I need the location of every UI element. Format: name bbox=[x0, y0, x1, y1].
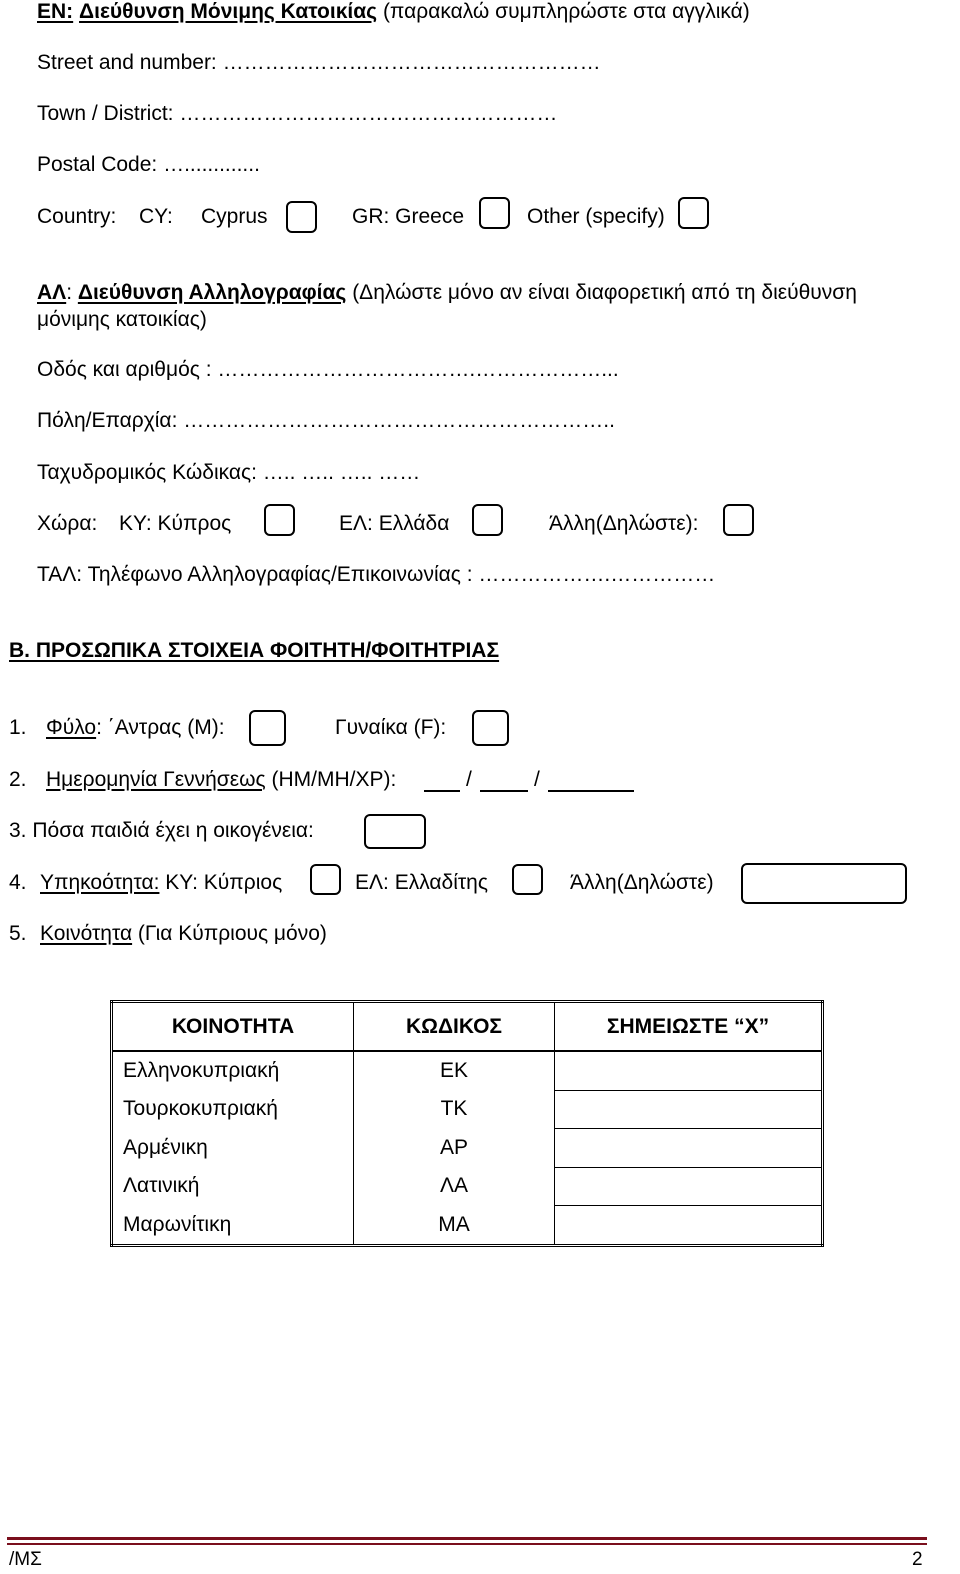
country-other-label: Other (specify) bbox=[527, 205, 665, 228]
table-row bbox=[112, 1090, 823, 1129]
footer-rule-thin bbox=[7, 1543, 927, 1545]
q2-number: 2. bbox=[9, 768, 27, 791]
mail-street-field[interactable]: Οδός και αριθμός : ……………………………….………………... bbox=[37, 358, 619, 381]
community-code: ΜΑ bbox=[354, 1206, 555, 1246]
community-code: ΕΚ bbox=[354, 1051, 555, 1090]
q4-nationality bbox=[40, 871, 282, 895]
permanent-code: ΕΝ: bbox=[37, 0, 74, 23]
nationality-greek-checkbox[interactable] bbox=[512, 864, 543, 895]
q5-community bbox=[40, 922, 327, 946]
q2-birthdate bbox=[46, 768, 396, 792]
q4-gr-label: ΕΛ: Ελλαδίτης bbox=[355, 871, 488, 894]
community-mark-cell[interactable] bbox=[555, 1090, 823, 1129]
q1-label: Φύλο bbox=[46, 716, 97, 739]
country-cy-code: CY: bbox=[139, 205, 173, 228]
mail-country-cyprus-checkbox[interactable] bbox=[264, 504, 295, 536]
nationality-other-box[interactable] bbox=[741, 863, 907, 904]
postal-code-field[interactable]: Postal Code: …............. bbox=[37, 153, 260, 176]
header-mark: ΣΗΜΕΙΩΣΤΕ “Χ” bbox=[555, 1002, 823, 1052]
mail-country-other-checkbox[interactable] bbox=[723, 504, 754, 536]
permanent-address-heading bbox=[37, 0, 750, 24]
table-row bbox=[112, 1129, 823, 1168]
q1-number: 1. bbox=[9, 716, 27, 739]
mail-title: Διεύθυνση Αλληλογραφίας bbox=[77, 281, 347, 304]
table-row bbox=[112, 1167, 823, 1206]
q4-number: 4. bbox=[9, 871, 27, 894]
community-name: Λατινική bbox=[112, 1167, 354, 1206]
birth-month-blank[interactable] bbox=[480, 790, 528, 792]
footer-initials: /ΜΣ bbox=[9, 1549, 42, 1570]
q3-children-label: 3. Πόσα παιδιά έχει η οικογένεια: bbox=[9, 819, 314, 842]
header-code: ΚΩΔΙΚΟΣ bbox=[354, 1002, 555, 1052]
country-other-checkbox[interactable] bbox=[678, 197, 709, 229]
street-field[interactable]: Street and number: ……………………………………………… bbox=[37, 51, 601, 74]
q5-label: Κοινότητα bbox=[40, 922, 133, 945]
q5-number: 5. bbox=[9, 922, 27, 945]
gender-male-checkbox[interactable] bbox=[249, 710, 286, 746]
birth-year-blank[interactable] bbox=[548, 790, 634, 792]
country-cy-name: Cyprus bbox=[201, 205, 268, 228]
q5-note: (Για Κύπριους μόνο) bbox=[132, 922, 327, 945]
community-name: Τουρκοκυπριακή bbox=[112, 1090, 354, 1129]
permanent-title: Διεύθυνση Μόνιμης Κατοικίας bbox=[79, 0, 378, 23]
community-name: Ελληνοκυπριακή bbox=[112, 1051, 354, 1090]
community-name: Αρμένικη bbox=[112, 1129, 354, 1168]
community-code: ΑΡ bbox=[354, 1129, 555, 1168]
birth-sep-2: / bbox=[534, 768, 540, 791]
country-label: Country: bbox=[37, 205, 117, 228]
mail-note: (Δηλώστε μόνο αν είναι διαφορετική από τη διεύθυνση bbox=[346, 281, 857, 304]
q1-male-label: : ΄Αντρας (M): bbox=[96, 716, 225, 739]
community-mark-cell[interactable] bbox=[555, 1206, 823, 1246]
mail-country-cy-label: ΚΥ: Κύπρος bbox=[119, 512, 232, 535]
q4-other-label: Άλλη(Δηλώστε) bbox=[570, 871, 714, 894]
town-field[interactable]: Town / District: ……………………………………………… bbox=[37, 102, 558, 125]
community-code: ΛΑ bbox=[354, 1167, 555, 1206]
community-table bbox=[110, 1000, 824, 1247]
country-gr-label: GR: Greece bbox=[352, 205, 465, 228]
birth-sep-1: / bbox=[466, 768, 472, 791]
country-greece-checkbox[interactable] bbox=[479, 197, 510, 229]
gender-female-checkbox[interactable] bbox=[472, 710, 509, 746]
community-code: ΤΚ bbox=[354, 1090, 555, 1129]
country-cyprus-checkbox[interactable] bbox=[286, 201, 317, 233]
table-row bbox=[112, 1051, 823, 1090]
community-mark-cell[interactable] bbox=[555, 1167, 823, 1206]
nationality-cypriot-checkbox[interactable] bbox=[310, 864, 341, 895]
mail-postal-field[interactable]: Ταχυδρομικός Κώδικας: ….. ….. ….. …… bbox=[37, 461, 421, 484]
footer-rule bbox=[7, 1537, 927, 1540]
table-row bbox=[112, 1206, 823, 1246]
permanent-note: (παρακαλώ συμπληρώστε στα αγγλικά) bbox=[377, 0, 750, 23]
community-mark-cell[interactable] bbox=[555, 1129, 823, 1168]
mail-phone-field[interactable]: ΤΑΛ: Τηλέφωνο Αλληλογραφίας/Επικοινωνίας : ……………….…………… bbox=[37, 563, 716, 586]
community-mark-cell[interactable] bbox=[555, 1051, 823, 1090]
mail-code: ΑΛ bbox=[37, 281, 67, 304]
mail-city-field[interactable]: Πόλη/Επαρχία: …………………………………………………….. bbox=[37, 409, 615, 432]
mail-note-continued: μόνιμης κατοικίας) bbox=[37, 308, 207, 331]
mail-address-heading: ΑΛ: Διεύθυνση Αλληλογραφίας (Δηλώστε μόνο αν είναι διαφορετική από τη διεύθυνση bbox=[37, 281, 857, 304]
header-community: ΚΟΙΝΟΤΗΤΑ bbox=[112, 1002, 354, 1052]
birth-day-blank[interactable] bbox=[424, 790, 460, 792]
mail-country-greece-checkbox[interactable] bbox=[472, 504, 503, 536]
mail-country-gr-label: ΕΛ: Ελλάδα bbox=[339, 512, 450, 535]
q1-gender bbox=[46, 716, 225, 740]
mail-country-other-label: Άλλη(Δηλώστε): bbox=[549, 512, 699, 535]
table-header-row bbox=[112, 1002, 823, 1052]
children-count-box[interactable] bbox=[364, 814, 426, 849]
mail-country-label: Χώρα: bbox=[37, 512, 98, 535]
q4-cy-label: ΚΥ: Κύπριος bbox=[159, 871, 283, 894]
community-name: Μαρωνίτικη bbox=[112, 1206, 354, 1246]
q4-label: Υπηκοότητα: bbox=[40, 871, 160, 894]
section-b-title: Β. ΠΡΟΣΩΠΙΚΑ ΣΤΟΙΧΕΙΑ ΦΟΙΤΗΤΗ/ΦΟΙΤΗΤΡΙΑΣ bbox=[9, 639, 500, 662]
q2-label: Ημερομηνία Γεννήσεως bbox=[46, 768, 266, 791]
q1-female-label: Γυναίκα (F): bbox=[335, 716, 447, 739]
page-number: 2 bbox=[912, 1549, 923, 1570]
q2-format: (ΗΜ/ΜΗ/ΧΡ): bbox=[265, 768, 397, 791]
